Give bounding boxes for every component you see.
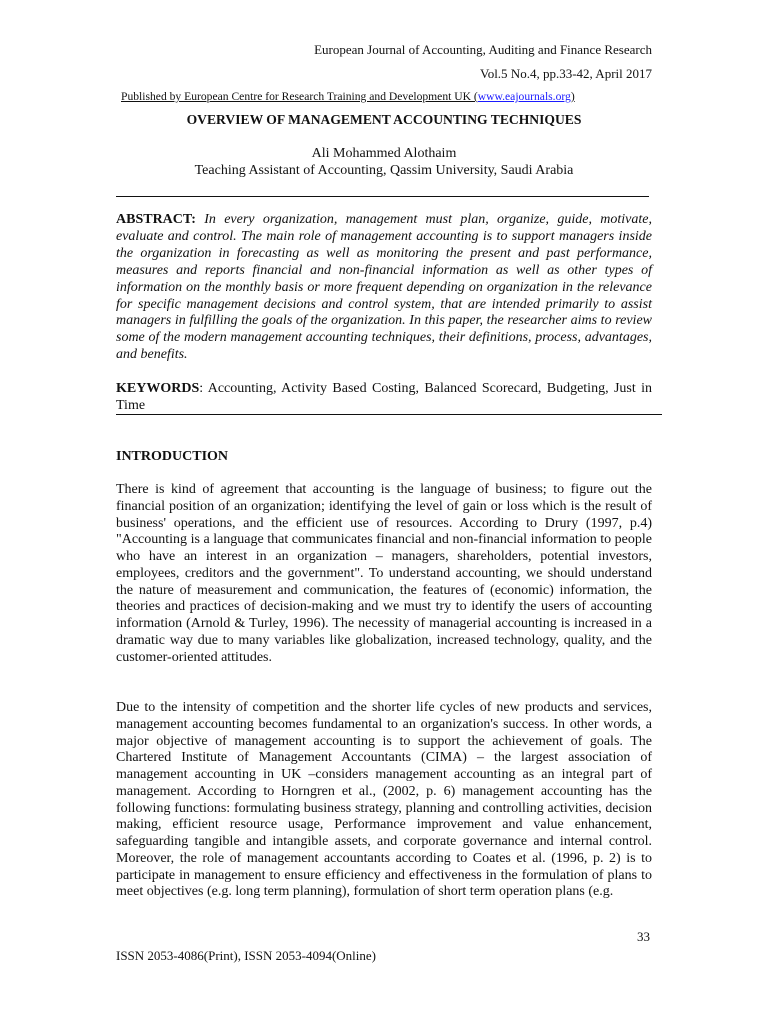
keywords-label: KEYWORDS — [116, 381, 200, 396]
journal-name: European Journal of Accounting, Auditing and Finance Research — [314, 42, 652, 57]
intro-paragraph-1: There is kind of agreement that accounting is the language of business; to figure out the financial position of an organization; identifying the level of gain or loss which is the result of business' operations, and the efficient use of resources. According to Drury (1997, p.4) "Accounting is a language that communicates financial and non-financial information to people who have an interest in an organization – managers, shareholders, potential investors, employees, creditors and the government". To understand accounting, we should understand the nature of measurement and communication, the features of (economic) information, the theories and practices of decision-making and we must try to identify the users of accounting information (Arnold & Turley, 1996). The necessity of managerial accounting is increased in a dramatic way due to many variables like globalization, increased technology, quality, and the customer-oriented attitudes. — [116, 482, 652, 665]
abstract-text: In every organization, management must plan, organize, guide, motivate, evaluate and control. The main role of management accounting is to support managers inside the organization in forecasting as well as monitoring the present and past performance, measures and reports financial and non-financial information as well as other types of information on the monthly basis or more frequent depending on organization in the relevance for specific management decisions and control system, that are intended primarily to assist managers in fulfilling the goals of the organization. In this paper, the researcher aims to review some of the modern management accounting techniques, their definitions, process, advantages, and benefits. — [116, 212, 652, 363]
publisher-close: ) — [570, 90, 575, 103]
section-heading-introduction: INTRODUCTION — [116, 449, 229, 464]
keywords-block — [116, 380, 652, 414]
abstract-label: ABSTRACT: — [116, 212, 196, 227]
page-number: 33 — [637, 929, 650, 944]
article-title: OVERVIEW OF MANAGEMENT ACCOUNTING TECHNIQUES — [186, 112, 582, 127]
divider-bottom — [116, 414, 662, 415]
issn-footer: ISSN 2053-4086(Print), ISSN 2053-4094(Online) — [116, 948, 376, 963]
abstract-block — [116, 212, 652, 364]
publisher-link[interactable]: www.eajournals.org — [477, 90, 571, 103]
divider-top — [116, 196, 649, 197]
publisher-line — [121, 90, 575, 103]
publisher-text: Published by European Centre for Research Training and Development UK ( — [121, 90, 478, 103]
author-name: Ali Mohammed Alothaim — [311, 146, 457, 161]
volume-info: Vol.5 No.4, pp.33-42, April 2017 — [479, 66, 652, 81]
intro-paragraph-2: Due to the intensity of competition and the shorter life cycles of new products and services, management accounting becomes fundamental to an organization's success. In other words, a major objective of management accounting is to support the achievement of goals. The Chartered Institute of Management Accountants (CIMA) – the largest association of management accounting in UK –considers management accounting as an integral part of management. According to Horngren et al., (2002, p. 6) management accounting has the following functions: formulating business strategy, planning and controlling activities, decision making, efficient resource usage, Performance improvement and value enhancement, safeguarding tangible and intangible assets, and corporate governance and internal control. Moreover, the role of management accountants according to Coates et al. (1996, p. 2) is to participate in management to ensure efficiency and effectiveness in the formulation of plans to meet objectives (e.g. long term planning), formulation of short term operation plans (e.g. — [116, 700, 652, 900]
author-affiliation: Teaching Assistant of Accounting, Qassim University, Saudi Arabia — [194, 163, 574, 178]
keywords-text: : Accounting, Activity Based Costing, Balanced Scorecard, Budgeting, Just in Time — [116, 381, 652, 413]
